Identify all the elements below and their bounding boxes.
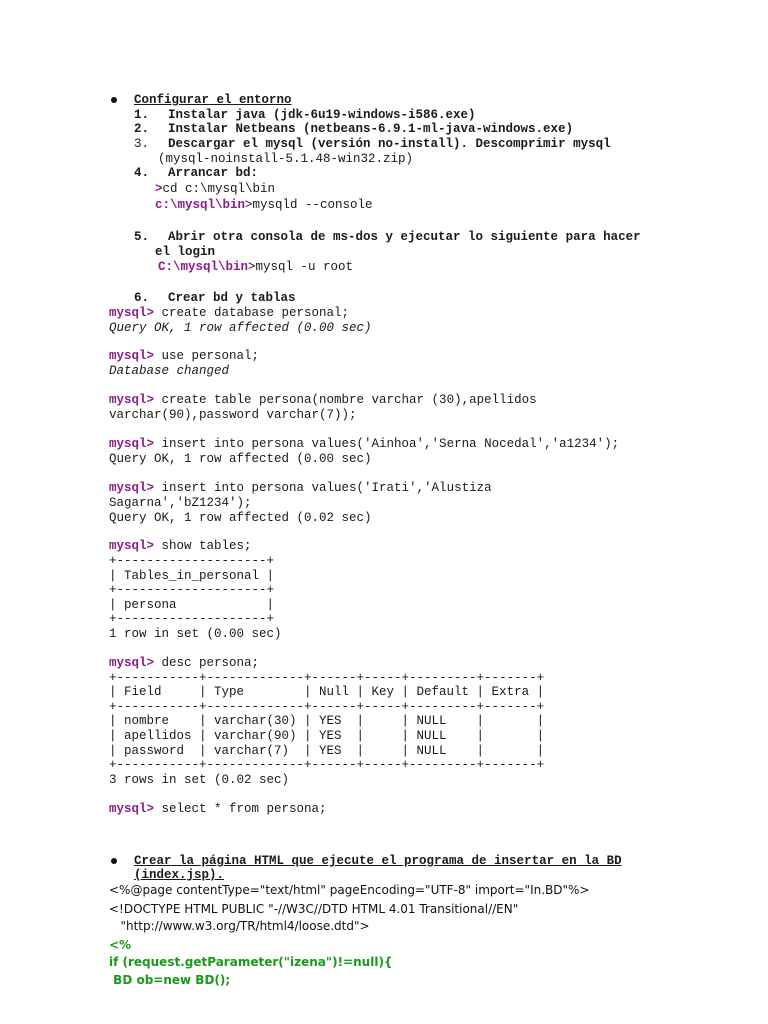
console-line (109, 349, 259, 364)
code-line: "http://www.w3.org/TR/html4/loose.dtd"> (109, 919, 370, 933)
console-text: insert into persona values('Ainhoa','Serna Nocedal','a1234'); (154, 437, 620, 451)
step-6-text: Crear bd y tablas (168, 291, 296, 305)
mysql-prompt: mysql> (109, 539, 155, 553)
step-1-num: 1. (134, 108, 150, 122)
step-3-num: 3. (134, 137, 150, 151)
console-line (109, 539, 252, 554)
table-row: | nombre | varchar(30) | YES | | NULL | | (109, 714, 545, 728)
console-text: create database personal; (154, 306, 350, 320)
console-text: create table persona(nombre varchar (30),apellidos (154, 393, 537, 407)
code-line: <% (109, 938, 132, 952)
console-line (109, 306, 349, 321)
step-5-cmd-prompt: C:\mysql\bin (158, 260, 249, 274)
step-4-cmd1 (155, 182, 275, 197)
console-line: Query OK, 1 row affected (0.02 sec) (109, 511, 372, 525)
console-line: 3 rows in set (0.02 sec) (109, 773, 290, 787)
step-5-text: Abrir otra consola de ms-dos y ejecutar lo siguiente para hacer (168, 230, 641, 244)
bullet-crear-pagina (111, 858, 117, 864)
step-4-cmd2-prompt: c:\mysql\bin (155, 198, 246, 212)
section1-title: Configurar el entorno (134, 93, 292, 107)
mysql-prompt: mysql> (109, 437, 155, 451)
table-border: +--------------------+ (109, 554, 275, 568)
section2-title: Crear la página HTML que ejecute el programa de insertar en la BD (134, 854, 622, 868)
step-2-num: 2. (134, 122, 150, 136)
bullet-configurar (111, 97, 117, 103)
table-row: | apellidos | varchar(90) | YES | | NULL | | (109, 729, 545, 743)
step-4-cmd1-text: cd c:\mysql\bin (162, 182, 276, 196)
code-line: <!DOCTYPE HTML PUBLIC "-//W3C//DTD HTML 4.01 Transitional//EN" (109, 902, 519, 916)
console-line: Database changed (109, 364, 230, 378)
mysql-prompt: mysql> (109, 656, 155, 670)
section2-title-cont: (index.jsp). (134, 868, 225, 882)
step-4-cmd1-prompt: > (155, 182, 163, 196)
console-text: use personal; (154, 349, 260, 363)
table-border: +-----------+-------------+------+-----+---------+-------+ (109, 758, 545, 772)
console-line (109, 802, 327, 817)
table-header: | Field | Type | Null | Key | Default | Extra | (109, 685, 545, 699)
step-5-cmd (158, 260, 353, 275)
console-line (109, 393, 537, 408)
step-3-text: Descargar el mysql (versión no-install). Descomprimir mysql (168, 137, 611, 151)
table-header: | Tables_in_personal | (109, 569, 275, 583)
console-line (109, 481, 492, 496)
table-border: +--------------------+ (109, 583, 275, 597)
console-line: Query OK, 1 row affected (0.00 sec) (109, 452, 372, 466)
console-line (109, 656, 259, 671)
step-4-num: 4. (134, 166, 150, 180)
table-row: | password | varchar(7) | YES | | NULL | | (109, 744, 545, 758)
step-5-text2: el login (155, 245, 216, 259)
mysql-prompt: mysql> (109, 802, 155, 816)
mysql-prompt: mysql> (109, 349, 155, 363)
console-text: show tables; (154, 539, 252, 553)
console-line: 1 row in set (0.00 sec) (109, 627, 282, 641)
code-line: if (request.getParameter("izena")!=null){ (109, 955, 393, 969)
step-2-text: Instalar Netbeans (netbeans-6.9.1-ml-java-windows.exe) (168, 122, 574, 136)
step-1-text: Instalar java (jdk-6u19-windows-i586.exe) (168, 108, 476, 122)
step-4-cmd2 (155, 198, 373, 213)
step-3-sub: (mysql-noinstall-5.1.48-win32.zip) (158, 152, 414, 166)
console-line (109, 437, 619, 452)
console-text: insert into persona values('Irati','Alustiza (154, 481, 492, 495)
table-row: | persona | (109, 598, 275, 612)
step-5-num: 5. (134, 230, 150, 244)
step-4-cmd2-text: >mysqld --console (245, 198, 373, 212)
mysql-prompt: mysql> (109, 481, 155, 495)
console-text: desc persona; (154, 656, 260, 670)
console-line: Sagarna','bZ1234'); (109, 496, 252, 510)
table-border: +-----------+-------------+------+-----+---------+-------+ (109, 671, 545, 685)
console-text: select * from persona; (154, 802, 327, 816)
step-4-text: Arrancar bd: (168, 166, 259, 180)
code-line: <%@page contentType="text/html" pageEncoding="UTF-8" import="In.BD"%> (109, 883, 590, 897)
step-6-num: 6. (134, 291, 150, 305)
code-line: BD ob=new BD(); (109, 973, 231, 987)
console-line: varchar(90),password varchar(7)); (109, 408, 357, 422)
table-border: +-----------+-------------+------+-----+---------+-------+ (109, 700, 545, 714)
mysql-prompt: mysql> (109, 306, 155, 320)
mysql-prompt: mysql> (109, 393, 155, 407)
table-border: +--------------------+ (109, 612, 275, 626)
step-5-cmd-text: >mysql -u root (248, 260, 354, 274)
console-line: Query OK, 1 row affected (0.00 sec) (109, 321, 372, 335)
